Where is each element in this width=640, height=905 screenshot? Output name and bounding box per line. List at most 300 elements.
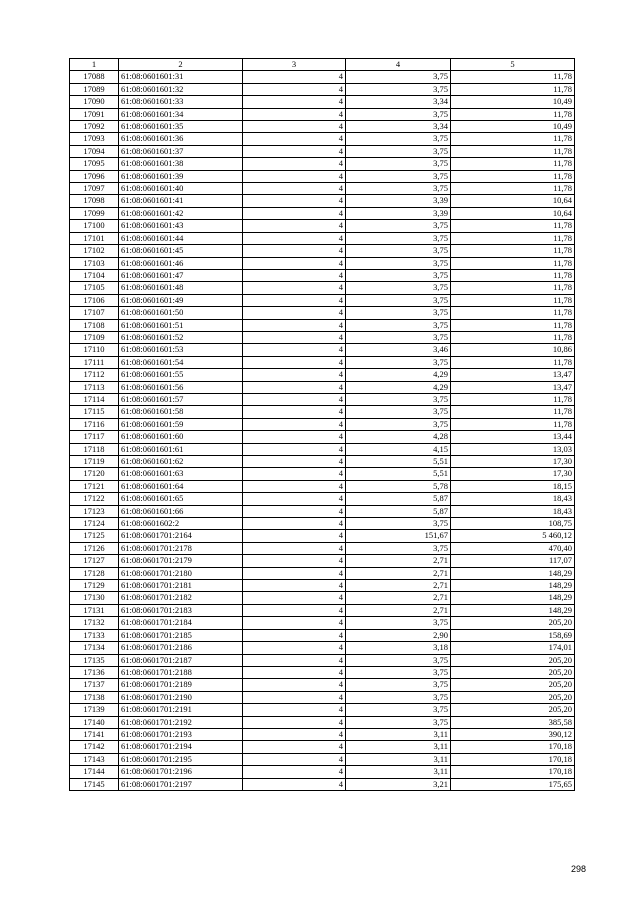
cell-column-3: 4: [243, 282, 346, 294]
cell-column-5: 148,29: [451, 567, 575, 579]
cell-row-id: 17102: [70, 245, 119, 257]
cell-column-4: 2,71: [346, 604, 451, 616]
table-row: [70, 778, 575, 790]
table-row: [70, 617, 575, 629]
cell-column-5: 10,49: [451, 121, 575, 133]
cell-column-3: 4: [243, 456, 346, 468]
cell-column-5: 390,12: [451, 728, 575, 740]
cell-column-5: 11,78: [451, 220, 575, 232]
cell-column-4: 3,11: [346, 753, 451, 765]
cell-column-4: 3,75: [346, 542, 451, 554]
cell-row-id: 17091: [70, 108, 119, 120]
cell-cadastral-number: 61:08:0601701:2185: [119, 629, 243, 641]
cell-column-3: 4: [243, 83, 346, 95]
cell-column-5: 158,69: [451, 629, 575, 641]
cell-column-4: 3,21: [346, 778, 451, 790]
cell-row-id: 17144: [70, 766, 119, 778]
table-row: [70, 480, 575, 492]
cell-column-4: 3,34: [346, 96, 451, 108]
cell-column-4: 5,78: [346, 480, 451, 492]
table-row: [70, 642, 575, 654]
cell-cadastral-number: 61:08:0601701:2196: [119, 766, 243, 778]
cell-column-3: 4: [243, 344, 346, 356]
cell-column-4: 3,75: [346, 393, 451, 405]
cell-column-4: 3,75: [346, 232, 451, 244]
cell-column-4: 3,34: [346, 121, 451, 133]
cell-row-id: 17124: [70, 518, 119, 530]
cell-row-id: 17106: [70, 294, 119, 306]
cell-row-id: 17111: [70, 356, 119, 368]
cell-cadastral-number: 61:08:0601601:56: [119, 381, 243, 393]
cell-column-4: 5,51: [346, 468, 451, 480]
cell-column-4: 4,28: [346, 431, 451, 443]
cell-column-5: 13,47: [451, 381, 575, 393]
table-row: [70, 282, 575, 294]
cell-cadastral-number: 61:08:0601701:2191: [119, 704, 243, 716]
table-row: [70, 344, 575, 356]
cell-column-4: 5,87: [346, 505, 451, 517]
cell-column-4: 3,75: [346, 245, 451, 257]
cell-column-4: 4,29: [346, 369, 451, 381]
table-row: [70, 679, 575, 691]
cell-column-5: 17,30: [451, 468, 575, 480]
cell-column-5: 11,78: [451, 108, 575, 120]
cell-cadastral-number: 61:08:0601601:41: [119, 195, 243, 207]
cell-column-3: 4: [243, 778, 346, 790]
cell-column-3: 4: [243, 443, 346, 455]
cell-cadastral-number: 61:08:0601601:34: [119, 108, 243, 120]
table-row: [70, 406, 575, 418]
cell-row-id: 17105: [70, 282, 119, 294]
cell-column-3: 4: [243, 629, 346, 641]
table-row: [70, 580, 575, 592]
cell-column-3: 4: [243, 567, 346, 579]
cell-column-5: 385,58: [451, 716, 575, 728]
table-body: [70, 71, 575, 791]
table-row: [70, 431, 575, 443]
cell-row-id: 17113: [70, 381, 119, 393]
cell-cadastral-number: 61:08:0601701:2194: [119, 741, 243, 753]
cell-column-5: 11,78: [451, 331, 575, 343]
cell-row-id: 17110: [70, 344, 119, 356]
cell-column-5: 170,18: [451, 753, 575, 765]
cell-column-4: 3,11: [346, 766, 451, 778]
cell-row-id: 17132: [70, 617, 119, 629]
cell-column-4: 3,75: [346, 133, 451, 145]
table-row: [70, 443, 575, 455]
cell-cadastral-number: 61:08:0601601:35: [119, 121, 243, 133]
cell-column-3: 4: [243, 679, 346, 691]
cell-cadastral-number: 61:08:0601701:2190: [119, 691, 243, 703]
table-row: [70, 691, 575, 703]
cell-cadastral-number: 61:08:0601701:2192: [119, 716, 243, 728]
cell-cadastral-number: 61:08:0601601:51: [119, 319, 243, 331]
cell-cadastral-number: 61:08:0601601:49: [119, 294, 243, 306]
cell-column-4: 3,75: [346, 294, 451, 306]
cell-column-5: 18,15: [451, 480, 575, 492]
cell-column-3: 4: [243, 170, 346, 182]
column-header-5: 5: [451, 59, 575, 71]
cell-column-3: 4: [243, 133, 346, 145]
cell-row-id: 17139: [70, 704, 119, 716]
cell-column-5: 205,20: [451, 617, 575, 629]
cell-column-4: 3,75: [346, 331, 451, 343]
cell-row-id: 17099: [70, 207, 119, 219]
cell-column-3: 4: [243, 294, 346, 306]
cell-column-3: 4: [243, 393, 346, 405]
cell-cadastral-number: 61:08:0601601:62: [119, 456, 243, 468]
cell-column-4: 3,39: [346, 207, 451, 219]
cell-row-id: 17093: [70, 133, 119, 145]
cell-cadastral-number: 61:08:0601601:39: [119, 170, 243, 182]
cell-column-4: 3,75: [346, 145, 451, 157]
cell-column-3: 4: [243, 518, 346, 530]
cell-column-5: 11,78: [451, 145, 575, 157]
cell-column-5: 13,03: [451, 443, 575, 455]
cell-cadastral-number: 61:08:0601701:2188: [119, 666, 243, 678]
cell-cadastral-number: 61:08:0601602:2: [119, 518, 243, 530]
page-number: 298: [570, 864, 586, 874]
cell-cadastral-number: 61:08:0601601:43: [119, 220, 243, 232]
cell-column-5: 148,29: [451, 604, 575, 616]
cell-column-4: 3,11: [346, 741, 451, 753]
cell-column-5: 11,78: [451, 232, 575, 244]
cell-column-4: 3,75: [346, 108, 451, 120]
cell-row-id: 17098: [70, 195, 119, 207]
cell-cadastral-number: 61:08:0601601:66: [119, 505, 243, 517]
cell-column-4: 3,11: [346, 728, 451, 740]
cell-column-5: 205,20: [451, 691, 575, 703]
cell-row-id: 17141: [70, 728, 119, 740]
table-row: [70, 319, 575, 331]
table-row: [70, 71, 575, 83]
cell-cadastral-number: 61:08:0601601:54: [119, 356, 243, 368]
cell-row-id: 17119: [70, 456, 119, 468]
cell-row-id: 17116: [70, 418, 119, 430]
cell-column-4: 3,75: [346, 282, 451, 294]
cell-cadastral-number: 61:08:0601601:53: [119, 344, 243, 356]
cell-column-3: 4: [243, 505, 346, 517]
cell-row-id: 17115: [70, 406, 119, 418]
cell-row-id: 17101: [70, 232, 119, 244]
cell-column-3: 4: [243, 96, 346, 108]
data-table: [69, 58, 575, 791]
cell-cadastral-number: 61:08:0601701:2164: [119, 530, 243, 542]
table-row: [70, 145, 575, 157]
cell-column-3: 4: [243, 580, 346, 592]
cell-column-5: 5 460,12: [451, 530, 575, 542]
cell-row-id: 17145: [70, 778, 119, 790]
cell-column-3: 4: [243, 369, 346, 381]
table-row: [70, 753, 575, 765]
table-row: [70, 257, 575, 269]
cell-cadastral-number: 61:08:0601601:38: [119, 158, 243, 170]
table-row: [70, 418, 575, 430]
cell-column-3: 4: [243, 406, 346, 418]
table-row: [70, 381, 575, 393]
cell-column-4: 3,75: [346, 406, 451, 418]
cell-row-id: 17133: [70, 629, 119, 641]
table-row: [70, 195, 575, 207]
cell-column-4: 3,75: [346, 356, 451, 368]
cell-column-4: 3,75: [346, 71, 451, 83]
cell-row-id: 17103: [70, 257, 119, 269]
table-row: [70, 121, 575, 133]
cell-cadastral-number: 61:08:0601601:64: [119, 480, 243, 492]
cell-cadastral-number: 61:08:0601701:2183: [119, 604, 243, 616]
cell-column-3: 4: [243, 468, 346, 480]
cell-column-4: 2,71: [346, 555, 451, 567]
cell-cadastral-number: 61:08:0601701:2189: [119, 679, 243, 691]
cell-row-id: 17097: [70, 183, 119, 195]
cell-row-id: 17129: [70, 580, 119, 592]
cell-column-4: 3,75: [346, 220, 451, 232]
cell-cadastral-number: 61:08:0601601:45: [119, 245, 243, 257]
cell-column-3: 4: [243, 257, 346, 269]
cell-column-3: 4: [243, 232, 346, 244]
cell-column-4: 2,71: [346, 580, 451, 592]
cell-column-4: 5,87: [346, 493, 451, 505]
table-row: [70, 456, 575, 468]
cell-row-id: 17131: [70, 604, 119, 616]
table-row: [70, 232, 575, 244]
cell-column-5: 174,01: [451, 642, 575, 654]
table-row: [70, 220, 575, 232]
table-row: [70, 356, 575, 368]
cell-column-4: 3,75: [346, 418, 451, 430]
cell-column-3: 4: [243, 642, 346, 654]
cell-column-4: 3,75: [346, 170, 451, 182]
cell-column-5: 11,78: [451, 307, 575, 319]
cell-row-id: 17100: [70, 220, 119, 232]
cell-row-id: 17109: [70, 331, 119, 343]
table-row: [70, 518, 575, 530]
cell-column-4: 3,75: [346, 307, 451, 319]
cell-column-5: 175,65: [451, 778, 575, 790]
cell-column-4: 3,75: [346, 257, 451, 269]
table-row: [70, 108, 575, 120]
cell-column-5: 11,78: [451, 294, 575, 306]
cell-cadastral-number: 61:08:0601601:50: [119, 307, 243, 319]
cell-row-id: 17096: [70, 170, 119, 182]
cell-column-3: 4: [243, 753, 346, 765]
cell-row-id: 17095: [70, 158, 119, 170]
cell-column-3: 4: [243, 716, 346, 728]
cell-column-3: 4: [243, 245, 346, 257]
cell-column-3: 4: [243, 207, 346, 219]
cell-column-4: 3,75: [346, 716, 451, 728]
table-row: [70, 542, 575, 554]
cell-column-5: 10,49: [451, 96, 575, 108]
cell-column-3: 4: [243, 381, 346, 393]
cell-column-5: 205,20: [451, 704, 575, 716]
cell-cadastral-number: 61:08:0601601:48: [119, 282, 243, 294]
table-row: [70, 294, 575, 306]
cell-column-5: 11,78: [451, 418, 575, 430]
cell-row-id: 17117: [70, 431, 119, 443]
cell-row-id: 17104: [70, 269, 119, 281]
cell-column-5: 148,29: [451, 580, 575, 592]
cell-cadastral-number: 61:08:0601701:2187: [119, 654, 243, 666]
cell-column-5: 148,29: [451, 592, 575, 604]
cell-cadastral-number: 61:08:0601701:2180: [119, 567, 243, 579]
cell-cadastral-number: 61:08:0601601:33: [119, 96, 243, 108]
cell-column-4: 151,67: [346, 530, 451, 542]
cell-column-4: 3,75: [346, 319, 451, 331]
cell-row-id: 17134: [70, 642, 119, 654]
cell-column-4: 3,75: [346, 654, 451, 666]
table-row: [70, 766, 575, 778]
cell-column-4: 3,75: [346, 183, 451, 195]
cell-column-5: 205,20: [451, 654, 575, 666]
cell-column-5: 11,78: [451, 245, 575, 257]
cell-column-3: 4: [243, 542, 346, 554]
cell-cadastral-number: 61:08:0601701:2184: [119, 617, 243, 629]
cell-column-5: 10,64: [451, 207, 575, 219]
cell-column-5: 11,78: [451, 257, 575, 269]
cell-row-id: 17118: [70, 443, 119, 455]
cell-column-5: 18,43: [451, 493, 575, 505]
cell-column-4: 4,15: [346, 443, 451, 455]
cell-column-3: 4: [243, 766, 346, 778]
cell-column-4: 3,75: [346, 617, 451, 629]
cell-column-5: 11,78: [451, 71, 575, 83]
cell-column-4: 3,75: [346, 679, 451, 691]
cell-row-id: 17128: [70, 567, 119, 579]
cell-cadastral-number: 61:08:0601601:59: [119, 418, 243, 430]
column-header-2: 2: [119, 59, 243, 71]
cell-row-id: 17127: [70, 555, 119, 567]
cell-column-3: 4: [243, 145, 346, 157]
cell-cadastral-number: 61:08:0601601:55: [119, 369, 243, 381]
cell-cadastral-number: 61:08:0601601:60: [119, 431, 243, 443]
cell-column-5: 205,20: [451, 666, 575, 678]
cell-column-3: 4: [243, 666, 346, 678]
column-header-4: 4: [346, 59, 451, 71]
table-row: [70, 493, 575, 505]
cell-column-3: 4: [243, 728, 346, 740]
table-row: [70, 207, 575, 219]
cell-column-3: 4: [243, 319, 346, 331]
cell-row-id: 17122: [70, 493, 119, 505]
cell-column-5: 17,30: [451, 456, 575, 468]
cell-cadastral-number: 61:08:0601601:46: [119, 257, 243, 269]
cell-column-4: 3,75: [346, 83, 451, 95]
cell-cadastral-number: 61:08:0601701:2182: [119, 592, 243, 604]
table-row: [70, 666, 575, 678]
cell-column-5: 11,78: [451, 183, 575, 195]
cell-cadastral-number: 61:08:0601601:65: [119, 493, 243, 505]
table-row: [70, 369, 575, 381]
cell-cadastral-number: 61:08:0601601:37: [119, 145, 243, 157]
cell-row-id: 17130: [70, 592, 119, 604]
cell-row-id: 17136: [70, 666, 119, 678]
cell-row-id: 17140: [70, 716, 119, 728]
table-row: [70, 468, 575, 480]
column-header-1: 1: [70, 59, 119, 71]
cell-cadastral-number: 61:08:0601701:2197: [119, 778, 243, 790]
cell-column-4: 3,18: [346, 642, 451, 654]
cell-row-id: 17092: [70, 121, 119, 133]
cell-column-3: 4: [243, 555, 346, 567]
cell-column-5: 11,78: [451, 269, 575, 281]
cell-cadastral-number: 61:08:0601601:42: [119, 207, 243, 219]
table-row: [70, 170, 575, 182]
cell-column-3: 4: [243, 356, 346, 368]
cell-column-5: 470,40: [451, 542, 575, 554]
cell-column-5: 170,18: [451, 766, 575, 778]
cell-column-3: 4: [243, 530, 346, 542]
table-row: [70, 158, 575, 170]
table-row: [70, 393, 575, 405]
cell-column-3: 4: [243, 269, 346, 281]
cell-cadastral-number: 61:08:0601601:57: [119, 393, 243, 405]
cell-column-5: 11,78: [451, 406, 575, 418]
cell-column-3: 4: [243, 121, 346, 133]
cell-column-5: 18,43: [451, 505, 575, 517]
table-row: [70, 654, 575, 666]
table-row: [70, 604, 575, 616]
cell-cadastral-number: 61:08:0601701:2186: [119, 642, 243, 654]
cell-column-3: 4: [243, 195, 346, 207]
table-row: [70, 704, 575, 716]
cell-cadastral-number: 61:08:0601601:40: [119, 183, 243, 195]
cell-column-3: 4: [243, 480, 346, 492]
table-row: [70, 555, 575, 567]
cell-column-3: 4: [243, 617, 346, 629]
cell-row-id: 17107: [70, 307, 119, 319]
cell-column-4: 3,75: [346, 269, 451, 281]
cell-row-id: 17094: [70, 145, 119, 157]
cell-cadastral-number: 61:08:0601701:2179: [119, 555, 243, 567]
table-row: [70, 133, 575, 145]
cell-column-5: 170,18: [451, 741, 575, 753]
cell-column-3: 4: [243, 331, 346, 343]
cell-row-id: 17123: [70, 505, 119, 517]
cell-cadastral-number: 61:08:0601601:61: [119, 443, 243, 455]
header-row: [70, 59, 575, 71]
table-row: [70, 530, 575, 542]
cell-column-3: 4: [243, 691, 346, 703]
cell-cadastral-number: 61:08:0601601:31: [119, 71, 243, 83]
cell-cadastral-number: 61:08:0601601:52: [119, 331, 243, 343]
table-row: [70, 269, 575, 281]
cell-column-5: 11,78: [451, 133, 575, 145]
cell-column-3: 4: [243, 158, 346, 170]
cell-cadastral-number: 61:08:0601601:47: [119, 269, 243, 281]
cell-row-id: 17120: [70, 468, 119, 480]
cell-column-3: 4: [243, 418, 346, 430]
cell-row-id: 17135: [70, 654, 119, 666]
cell-cadastral-number: 61:08:0601601:44: [119, 232, 243, 244]
table-row: [70, 741, 575, 753]
cell-column-5: 11,78: [451, 282, 575, 294]
cell-column-5: 11,78: [451, 319, 575, 331]
column-header-3: 3: [243, 59, 346, 71]
cell-column-5: 11,78: [451, 83, 575, 95]
cell-column-4: 3,75: [346, 158, 451, 170]
cell-column-4: 2,71: [346, 567, 451, 579]
cell-cadastral-number: 61:08:0601601:36: [119, 133, 243, 145]
cell-column-3: 4: [243, 183, 346, 195]
table-row: [70, 567, 575, 579]
cell-column-5: 13,44: [451, 431, 575, 443]
cell-column-4: 3,75: [346, 518, 451, 530]
cell-row-id: 17142: [70, 741, 119, 753]
table-row: [70, 629, 575, 641]
cell-column-5: 11,78: [451, 158, 575, 170]
table-row: [70, 716, 575, 728]
